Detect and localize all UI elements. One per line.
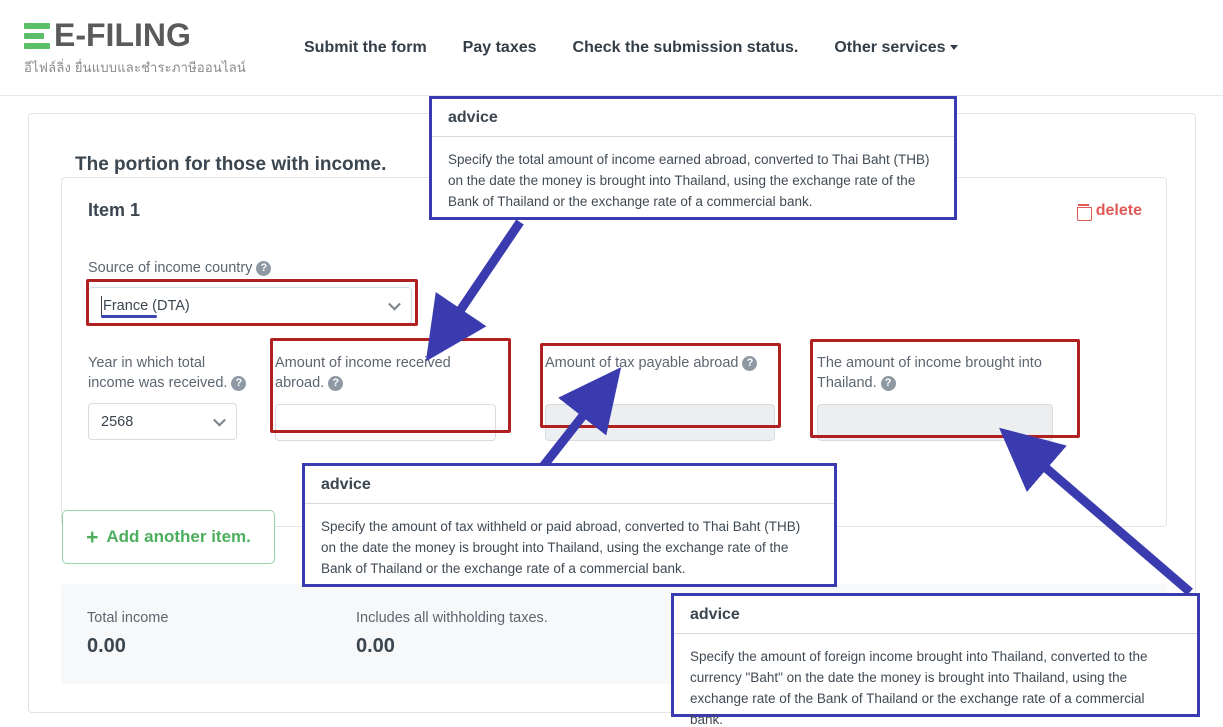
total-income-block xyxy=(87,610,168,658)
source-country-group xyxy=(88,258,428,324)
help-icon[interactable]: ? xyxy=(231,376,246,391)
site-header xyxy=(0,0,1223,96)
income-abroad-input[interactable] xyxy=(275,404,496,441)
nav-submit-the-form[interactable] xyxy=(304,39,427,57)
page-title: The portion for those with income. xyxy=(75,154,387,175)
source-country-label: Source of income country ? xyxy=(88,258,428,278)
income-abroad-group xyxy=(275,353,495,441)
item-title: Item 1 xyxy=(88,200,141,220)
tax-abroad-input[interactable] xyxy=(545,404,775,441)
advice-callout-tax-abroad xyxy=(302,463,837,587)
efiling-logo-icon xyxy=(24,21,50,51)
help-icon[interactable]: ? xyxy=(881,376,896,391)
year-label: Year in which total income was received. ? xyxy=(88,353,268,393)
help-icon[interactable]: ? xyxy=(328,376,343,391)
brought-into-thailand-group xyxy=(817,353,1067,441)
tax-abroad-label: Amount of tax payable abroad ? xyxy=(545,353,785,373)
nav-label: Pay taxes xyxy=(462,38,537,56)
nav-other-services[interactable] xyxy=(834,39,957,57)
source-country-select[interactable] xyxy=(88,287,412,324)
advice-title: advice xyxy=(674,596,1197,634)
income-abroad-label: Amount of income received abroad. ? xyxy=(275,355,451,391)
year-select[interactable] xyxy=(88,403,237,440)
withholding-block xyxy=(356,610,548,658)
trash-icon xyxy=(1077,204,1090,219)
nav-pay-taxes[interactable] xyxy=(463,39,537,57)
tax-abroad-group xyxy=(545,353,785,441)
chevron-down-icon xyxy=(950,45,958,50)
advice-callout-brought-into-thailand xyxy=(671,593,1200,727)
chevron-down-icon xyxy=(388,297,401,310)
withholding-label: Includes all withholding taxes. xyxy=(356,610,548,626)
help-icon[interactable]: ? xyxy=(256,261,271,276)
year-group xyxy=(88,353,268,440)
advice-body: Specify the amount of foreign income brought into Thailand, converted to the currency "Baht" on the date the money is brought into Thailand, using the exchange rate of the Bank of Thailand or the exchange rate of a commercial bank. xyxy=(690,649,1148,727)
add-item-label: Add another item. xyxy=(106,527,251,546)
logo-subtitle: อีไฟล์ลิ่ง ยื่นแบบและชำระภาษีออนไลน์ xyxy=(24,60,246,75)
withholding-value: 0.00 xyxy=(356,635,395,657)
add-another-item-button[interactable] xyxy=(62,510,275,564)
nav-label: Other services xyxy=(834,38,946,56)
nav-label: Submit the form xyxy=(304,38,427,56)
brought-input[interactable] xyxy=(817,404,1053,441)
logo[interactable] xyxy=(24,17,252,78)
delete-item-button[interactable] xyxy=(1077,202,1142,220)
advice-title: advice xyxy=(305,466,834,504)
plus-icon: + xyxy=(86,525,99,549)
advice-title: advice xyxy=(432,99,954,137)
total-income-value: 0.00 xyxy=(87,635,126,657)
autocomplete-underline xyxy=(101,315,157,318)
delete-label: delete xyxy=(1095,202,1142,219)
brought-label: The amount of income brought into Thailand. ? xyxy=(817,355,1042,391)
main-nav xyxy=(304,39,958,57)
logo-text: E-FILING xyxy=(54,17,191,53)
advice-body: Specify the amount of tax withheld or paid abroad, converted to Thai Baht (THB) on the date the money is brought into Thailand, using the exchange rate of the Bank of Thailand or the exchange rate of a commercial bank. xyxy=(321,519,801,576)
chevron-down-icon xyxy=(213,413,226,426)
year-value: 2568 xyxy=(101,413,134,430)
source-country-value: France (DTA) xyxy=(103,297,190,314)
nav-check-submission-status[interactable] xyxy=(573,39,799,57)
advice-callout-income-abroad xyxy=(429,96,957,220)
help-icon[interactable]: ? xyxy=(742,356,757,371)
advice-body: Specify the total amount of income earned abroad, converted to Thai Baht (THB) on the date the money is brought into Thailand, using the exchange rate of the Bank of Thailand or the exchange rate of a commercial bank. xyxy=(448,152,930,209)
nav-label: Check the submission status. xyxy=(572,38,799,56)
total-income-label: Total income xyxy=(87,610,169,626)
text-cursor xyxy=(101,296,102,316)
